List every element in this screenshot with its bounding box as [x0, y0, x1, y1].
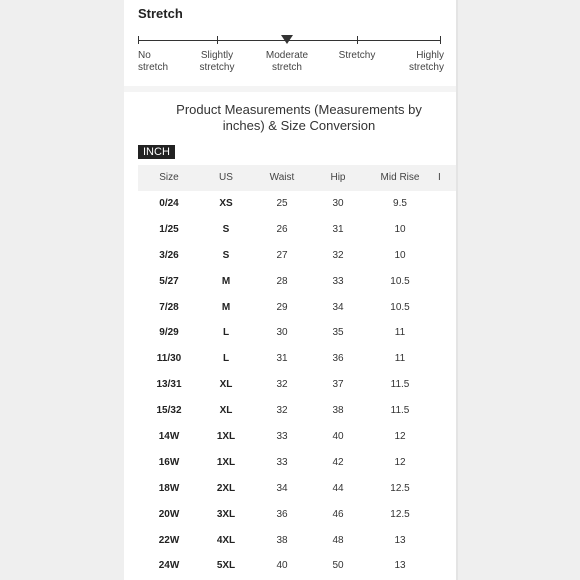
- table-row: [138, 502, 456, 528]
- us-size-cell: S: [222, 249, 230, 261]
- size-cell: 15/32: [156, 405, 182, 417]
- us-size-cell: XL: [219, 379, 233, 391]
- hip-cell: 46: [332, 508, 344, 520]
- waist-cell: 32: [276, 405, 288, 417]
- mid-rise-cell: 12.5: [390, 482, 410, 494]
- hip-cell: 30: [332, 198, 344, 209]
- unit-badge[interactable]: INCH: [138, 145, 175, 159]
- stretch-tick: [138, 36, 139, 44]
- table-row: [138, 424, 456, 450]
- us-size-cell: S: [222, 223, 230, 235]
- column-header: US: [219, 172, 233, 183]
- size-cell: 1/25: [159, 223, 179, 235]
- size-cell: 7/28: [159, 301, 179, 313]
- mid-rise-cell: 11.5: [390, 379, 410, 391]
- table-row: [138, 320, 456, 346]
- us-size-cell: 5XL: [216, 560, 236, 572]
- size-cell: 5/27: [159, 275, 179, 287]
- table-row: [138, 269, 456, 295]
- us-size-cell: XL: [219, 405, 233, 417]
- panel-edge-divider: [456, 0, 458, 580]
- table-row: [138, 398, 456, 424]
- stretch-level-label: Stretchy: [338, 50, 376, 61]
- mid-rise-cell: 13: [394, 534, 406, 546]
- mid-rise-cell: 13: [394, 560, 406, 572]
- hip-cell: 32: [332, 249, 344, 261]
- size-cell: 14W: [158, 431, 180, 443]
- us-size-cell: 1XL: [216, 456, 236, 468]
- us-size-cell: 2XL: [216, 482, 236, 494]
- column-header: I: [438, 172, 441, 183]
- us-size-cell: 1XL: [216, 431, 236, 443]
- us-size-cell: L: [222, 327, 230, 339]
- us-size-cell: M: [221, 301, 231, 313]
- table-row: [138, 346, 456, 372]
- stretch-tick: [217, 36, 218, 44]
- hip-cell: 36: [332, 353, 344, 365]
- table-row: [138, 191, 456, 217]
- column-header: Hip: [330, 172, 346, 183]
- mid-rise-cell: 10.5: [390, 275, 410, 287]
- stretch-title: Stretch: [138, 6, 183, 21]
- size-cell: 22W: [158, 534, 180, 546]
- size-cell: 20W: [158, 508, 180, 520]
- hip-cell: 42: [332, 456, 344, 468]
- hip-cell: 37: [332, 379, 344, 391]
- waist-cell: 40: [276, 560, 288, 572]
- waist-cell: 38: [276, 534, 288, 546]
- waist-cell: 34: [276, 482, 288, 494]
- us-size-cell: XS: [219, 198, 233, 209]
- mid-rise-cell: 12: [394, 431, 406, 443]
- column-header: Size: [159, 172, 179, 183]
- hip-cell: 35: [332, 327, 344, 339]
- mid-rise-cell: 12: [394, 456, 406, 468]
- stretch-level-label: No stretch: [138, 50, 169, 73]
- us-size-cell: 3XL: [216, 508, 236, 520]
- stretch-level-label: Moderate stretch: [265, 50, 309, 73]
- stretch-level-label: Highly stretchy: [408, 50, 444, 73]
- measurements-table-body: [138, 191, 456, 579]
- hip-cell: 50: [332, 560, 344, 572]
- stretch-tick: [357, 36, 358, 44]
- table-row: [138, 243, 456, 269]
- mid-rise-cell: 9.5: [393, 198, 407, 209]
- mid-rise-cell: 10: [394, 223, 406, 235]
- waist-cell: 27: [276, 249, 288, 261]
- waist-cell: 30: [276, 327, 288, 339]
- mid-rise-cell: 12.5: [390, 508, 410, 520]
- size-cell: 13/31: [156, 379, 182, 391]
- hip-cell: 40: [332, 431, 344, 443]
- hip-cell: 44: [332, 482, 344, 494]
- measurements-section: [124, 92, 456, 580]
- us-size-cell: L: [222, 353, 230, 365]
- waist-cell: 25: [276, 198, 288, 209]
- waist-cell: 36: [276, 508, 288, 520]
- hip-cell: 33: [332, 275, 344, 287]
- us-size-cell: M: [221, 275, 231, 287]
- waist-cell: 33: [276, 456, 288, 468]
- size-cell: 24W: [158, 560, 180, 572]
- waist-cell: 29: [276, 301, 288, 313]
- stretch-selected-marker-icon: [281, 35, 293, 44]
- table-row: [138, 450, 456, 476]
- table-row: [138, 295, 456, 321]
- mid-rise-cell: 10: [394, 249, 406, 261]
- table-row: [138, 528, 456, 554]
- size-cell: 9/29: [159, 327, 179, 339]
- hip-cell: 38: [332, 405, 344, 417]
- measurements-title: Product Measurements (Measurements by inches) & Size Conversion: [176, 102, 422, 133]
- waist-cell: 28: [276, 275, 288, 287]
- waist-cell: 26: [276, 223, 288, 235]
- table-row: [138, 553, 456, 579]
- size-cell: 18W: [158, 482, 180, 494]
- size-cell: 3/26: [159, 249, 179, 261]
- us-size-cell: 4XL: [216, 534, 236, 546]
- hip-cell: 48: [332, 534, 344, 546]
- stretch-tick: [440, 36, 441, 44]
- table-row: [138, 372, 456, 398]
- hip-cell: 31: [332, 223, 344, 235]
- table-row: [138, 476, 456, 502]
- waist-cell: 32: [276, 379, 288, 391]
- size-cell: 0/24: [159, 198, 179, 209]
- column-header: Waist: [269, 172, 295, 183]
- table-header-row: [138, 165, 456, 191]
- mid-rise-cell: 11: [394, 353, 406, 365]
- size-cell: 16W: [158, 456, 180, 468]
- hip-cell: 34: [332, 301, 344, 313]
- mid-rise-cell: 11.5: [390, 405, 410, 417]
- column-header: Mid Rise: [380, 172, 420, 183]
- mid-rise-cell: 11: [394, 327, 406, 339]
- mid-rise-cell: 10.5: [390, 301, 410, 313]
- table-row: [138, 217, 456, 243]
- size-cell: 11/30: [156, 353, 182, 365]
- waist-cell: 31: [276, 353, 288, 365]
- stretch-section: [124, 0, 456, 86]
- stretch-level-label: Slightly stretchy: [199, 50, 235, 73]
- waist-cell: 33: [276, 431, 288, 443]
